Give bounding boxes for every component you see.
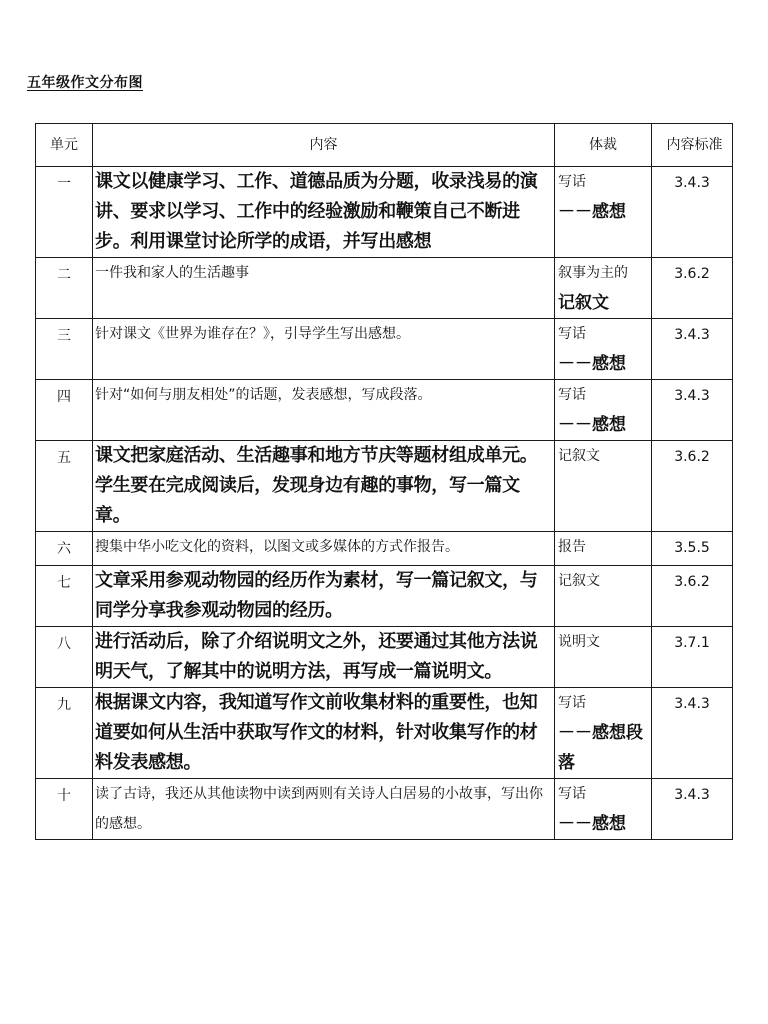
header-content: 内容 [93,124,555,167]
content-cell [93,779,555,840]
content-text: 一件我和家人的生活趣事 [95,265,249,281]
genre-line: －－感想 [558,202,626,222]
table-row [36,779,733,840]
genre-line: 报告 [558,539,586,555]
genre-cell [555,380,652,441]
table-row [36,566,733,627]
standard-code-cell: 3.4.3 [652,688,733,779]
content-text: 课文以健康学习、工作、道德品质为分题，收录浅易的演讲、要求以学习、工作中的经验激励和鞭策自己不断进步。利用课堂讨论所学的成语，并写出感想 [95,171,538,252]
content-text: 针对“如何与朋友相处”的话题，发表感想，写成段落。 [95,387,432,403]
content-text: 课文把家庭活动、生活趣事和地方节庆等题材组成单元。学生要在完成阅读后，发现身边有趣的事物，写一篇文章。 [95,445,538,526]
table-row [36,627,733,688]
table-row [36,380,733,441]
unit-cell: 六 [36,532,93,566]
content-text: 搜集中华小吃文化的资料，以图文或多媒体的方式作报告。 [95,539,459,555]
standard-code-cell: 3.6.2 [652,441,733,532]
content-text: 进行活动后，除了介绍说明文之外，还要通过其他方法说明天气，了解其中的说明方法，再写成一篇说明文。 [95,631,538,682]
genre-cell [555,319,652,380]
genre-line: 写话 [558,387,586,403]
genre-line: 叙事为主的 [558,265,628,281]
composition-plan-table [35,123,733,840]
content-cell [93,566,555,627]
unit-cell: 八 [36,627,93,688]
genre-line: 记叙文 [558,293,609,313]
content-cell [93,380,555,441]
genre-cell [555,779,652,840]
standard-code-cell: 3.4.3 [652,319,733,380]
table-header-row [36,124,733,167]
genre-line: 写话 [558,326,586,342]
genre-line: 说明文 [558,634,600,650]
content-text: 根据课文内容，我知道写作文前收集材料的重要性，也知道要如何从生活中获取写作文的材料，针对收集写作的材料发表感想。 [95,692,538,773]
standard-code-cell: 3.5.5 [652,532,733,566]
genre-line: －－感想 [558,415,626,435]
standard-code-cell: 3.7.1 [652,627,733,688]
table-row [36,441,733,532]
table-row [36,167,733,258]
unit-cell: 二 [36,258,93,319]
genre-cell [555,627,652,688]
genre-line: －－感想段 [558,723,643,743]
unit-cell: 四 [36,380,93,441]
page-title: 五年级作文分布图 [27,75,143,91]
header-unit: 单元 [36,124,93,167]
standard-code-cell: 3.4.3 [652,167,733,258]
unit-cell: 七 [36,566,93,627]
genre-line: 写话 [558,786,586,802]
genre-cell [555,566,652,627]
unit-cell: 三 [36,319,93,380]
table-row [36,688,733,779]
genre-cell [555,532,652,566]
genre-line: 落 [558,753,575,773]
content-cell [93,167,555,258]
content-text: 读了古诗，我还从其他读物中读到两则有关诗人白居易的小故事，写出你的感想。 [95,786,543,832]
content-text: 文章采用参观动物园的经历作为素材，写一篇记叙文，与同学分享我参观动物园的经历。 [95,570,538,621]
genre-line: 记叙文 [558,573,600,589]
header-standard: 内容标准 [652,124,733,167]
content-cell [93,441,555,532]
genre-cell [555,258,652,319]
content-cell [93,319,555,380]
content-cell [93,627,555,688]
genre-cell [555,441,652,532]
table-row [36,258,733,319]
table-row [36,319,733,380]
content-cell [93,688,555,779]
unit-cell: 十 [36,779,93,840]
table-row [36,532,733,566]
header-genre: 体裁 [555,124,652,167]
content-text: 针对课文《世界为谁存在？》，引导学生写出感想。 [95,326,410,342]
standard-code-cell: 3.6.2 [652,566,733,627]
genre-line: 写话 [558,174,586,190]
genre-cell [555,688,652,779]
unit-cell: 五 [36,441,93,532]
genre-cell [555,167,652,258]
genre-line: 写话 [558,695,586,711]
content-cell [93,532,555,566]
unit-cell: 九 [36,688,93,779]
genre-line: －－感想 [558,814,626,834]
standard-code-cell: 3.6.2 [652,258,733,319]
standard-code-cell: 3.4.3 [652,380,733,441]
unit-cell: 一 [36,167,93,258]
genre-line: －－感想 [558,354,626,374]
content-cell [93,258,555,319]
genre-line: 记叙文 [558,448,600,464]
standard-code-cell: 3.4.3 [652,779,733,840]
